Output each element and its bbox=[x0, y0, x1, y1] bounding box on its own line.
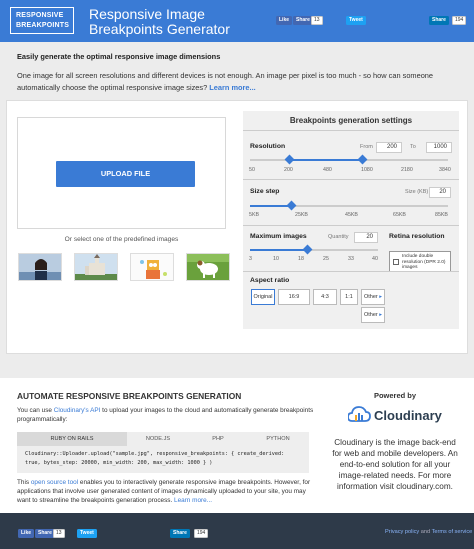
max-images-input[interactable]: 20 bbox=[354, 232, 378, 243]
aspect-other-option-2[interactable]: Other ▸ bbox=[361, 307, 385, 323]
learn-more-link[interactable]: Learn more... bbox=[209, 83, 256, 92]
size-step-tick: 25KB bbox=[295, 212, 308, 218]
resolution-tick: 50 bbox=[249, 167, 255, 173]
facebook-like-button[interactable]: Like bbox=[276, 16, 292, 25]
max-images-tick: 18 bbox=[298, 256, 304, 262]
retina-label: Retina resolution bbox=[389, 233, 445, 240]
max-images-handle[interactable] bbox=[303, 245, 313, 255]
max-images-fill bbox=[250, 249, 307, 251]
footer-links bbox=[385, 529, 472, 535]
automate-intro: You can use Cloudinary's API to upload your images to the cloud and automatically generate breakpoints programmatically: bbox=[17, 407, 314, 423]
quantity-label: Quantity bbox=[328, 234, 349, 240]
max-images-label: Maximum images bbox=[250, 233, 307, 240]
max-images-tick: 25 bbox=[323, 256, 329, 262]
aspect-other-option[interactable]: Other ▸ bbox=[361, 289, 385, 305]
resolution-tick: 480 bbox=[323, 167, 332, 173]
resolution-range-fill bbox=[289, 159, 362, 161]
size-step-handle[interactable] bbox=[287, 201, 297, 211]
footer-linkedin-share-button[interactable]: Share bbox=[170, 529, 190, 538]
divider bbox=[243, 271, 459, 272]
resolution-to-input[interactable]: 1000 bbox=[426, 142, 452, 153]
tab-ruby-on-rails[interactable]: RUBY ON RAILS bbox=[17, 432, 127, 446]
aspect-4-3-option[interactable]: 4:3 bbox=[313, 289, 337, 305]
size-step-tick: 45KB bbox=[345, 212, 358, 218]
thumbnail-woman[interactable] bbox=[18, 253, 62, 281]
page-title bbox=[89, 7, 230, 37]
resolution-to-handle[interactable] bbox=[358, 155, 368, 165]
and-text: and bbox=[420, 529, 431, 535]
code-line: true, bytes_step: 20000, min_width: 200, max_width: 1000 } ) bbox=[25, 460, 213, 466]
resolution-tick: 1080 bbox=[361, 167, 373, 173]
size-kb-label: Size (KB) bbox=[405, 189, 429, 195]
code-sample bbox=[17, 446, 309, 473]
divider bbox=[243, 225, 459, 226]
terms-of-service-link[interactable]: Terms of service bbox=[431, 529, 473, 535]
footer-facebook-count: 13 bbox=[53, 529, 65, 538]
resolution-tick: 200 bbox=[284, 167, 293, 173]
header bbox=[0, 0, 474, 42]
cloudinary-logo[interactable] bbox=[348, 403, 444, 429]
aspect-ratio-label: Aspect ratio bbox=[250, 277, 290, 284]
max-images-tick: 10 bbox=[273, 256, 279, 262]
code-line: Cloudinary::Uploader.upload("sample.jpg", responsive_breakpoints: { create_derived: bbox=[25, 451, 285, 457]
open-source-tool-link[interactable]: open source tool bbox=[30, 479, 79, 486]
resolution-from-handle[interactable] bbox=[285, 155, 295, 165]
upload-file-button[interactable]: UPLOAD FILE bbox=[56, 161, 195, 187]
max-images-tick: 40 bbox=[372, 256, 378, 262]
predefined-images-label: Or select one of the predefined images bbox=[64, 236, 179, 243]
resolution-tick: 3840 bbox=[439, 167, 451, 173]
retina-checkbox-label: Include double resolution (DPR 2.0) images bbox=[402, 254, 446, 270]
footer-tweet-button[interactable]: Tweet bbox=[77, 529, 97, 538]
footer-like-button[interactable]: Like bbox=[18, 529, 34, 538]
thumbnail-robot[interactable] bbox=[130, 253, 174, 281]
title-line2: Breakpoints Generator bbox=[89, 21, 230, 37]
tab-python[interactable]: PYTHON bbox=[266, 436, 290, 442]
logo-line2: BREAKPOINTS bbox=[16, 22, 70, 29]
logo-line1: RESPONSIVE bbox=[16, 12, 64, 19]
to-label: To bbox=[410, 144, 416, 150]
thumbnail-dog[interactable] bbox=[186, 253, 230, 281]
automate-outro: This open source tool enables you to interactively generate responsive image breakpoints. However, for applications that involve user generated content of images dynamically uploaded to your site, you may want to streamline the breakpoints generation process. Learn more... bbox=[17, 479, 311, 504]
size-step-input[interactable]: 20 bbox=[429, 187, 451, 198]
facebook-count: 13 bbox=[311, 16, 323, 25]
intro-text: One image for all screen resolutions and different devices is not enough. An image per pixel is too much - so how can someone automatically choose the optimal responsive image sizes? Learn more... bbox=[17, 71, 434, 92]
resolution-label: Resolution bbox=[250, 143, 286, 150]
chevron-icon: ▸ bbox=[379, 294, 383, 300]
title-line1: Responsive Image bbox=[89, 6, 205, 22]
aspect-1-1-option[interactable]: 1:1 bbox=[340, 289, 358, 305]
automate-title: AUTOMATE RESPONSIVE BREAKPOINTS GENERATION bbox=[17, 391, 242, 401]
size-step-fill bbox=[250, 205, 291, 207]
footer-linkedin-count: 194 bbox=[194, 529, 208, 538]
resolution-tick: 2180 bbox=[401, 167, 413, 173]
cloudinary-description: Cloudinary is the image back-end for web and mobile developers. An end-to-end solution for all your image-related needs. For more information visit cloudinary.com. bbox=[332, 438, 458, 491]
language-tabs bbox=[17, 432, 309, 446]
divider bbox=[243, 179, 459, 180]
from-label: From bbox=[360, 144, 373, 150]
aspect-original-option[interactable]: Original bbox=[251, 289, 275, 305]
chevron-icon: ▸ bbox=[379, 312, 383, 318]
facebook-share-button[interactable]: Share bbox=[293, 16, 313, 25]
checkbox-icon[interactable] bbox=[393, 259, 399, 265]
max-images-tick: 33 bbox=[348, 256, 354, 262]
resolution-from-input[interactable]: 200 bbox=[376, 142, 402, 153]
tweet-button[interactable]: Tweet bbox=[346, 16, 366, 25]
divider bbox=[243, 130, 459, 131]
size-step-label: Size step bbox=[250, 188, 280, 195]
retina-checkbox[interactable] bbox=[389, 251, 451, 272]
tab-nodejs[interactable]: NODE.JS bbox=[145, 436, 171, 442]
thumbnail-castle[interactable] bbox=[74, 253, 118, 281]
generator-card bbox=[6, 100, 468, 354]
tab-php[interactable]: PHP bbox=[212, 436, 224, 442]
cloudinary-api-link[interactable]: Cloudinary's API bbox=[53, 407, 101, 414]
settings-title: Breakpoints generation settings bbox=[289, 116, 413, 125]
settings-panel bbox=[243, 111, 459, 329]
max-images-tick: 3 bbox=[249, 256, 252, 262]
powered-by-label: Powered by bbox=[373, 391, 417, 400]
size-step-tick: 85KB bbox=[435, 212, 448, 218]
linkedin-count: 194 bbox=[452, 16, 466, 25]
cloudinary-wordmark: Cloudinary bbox=[374, 408, 442, 423]
aspect-16-9-option[interactable]: 16:9 bbox=[278, 289, 310, 305]
size-step-tick: 65KB bbox=[393, 212, 406, 218]
learn-more-link-2[interactable]: Learn more... bbox=[174, 497, 213, 504]
privacy-policy-link[interactable]: Privacy policy bbox=[385, 529, 420, 535]
linkedin-share-button[interactable]: Share bbox=[429, 16, 449, 25]
footer-share-button[interactable]: Share bbox=[35, 529, 55, 538]
upload-dropzone[interactable] bbox=[17, 117, 226, 229]
intro-headline: Easily generate the optimal responsive image dimensions bbox=[17, 52, 221, 61]
logo[interactable] bbox=[10, 7, 74, 34]
size-step-tick: 5KB bbox=[249, 212, 260, 218]
